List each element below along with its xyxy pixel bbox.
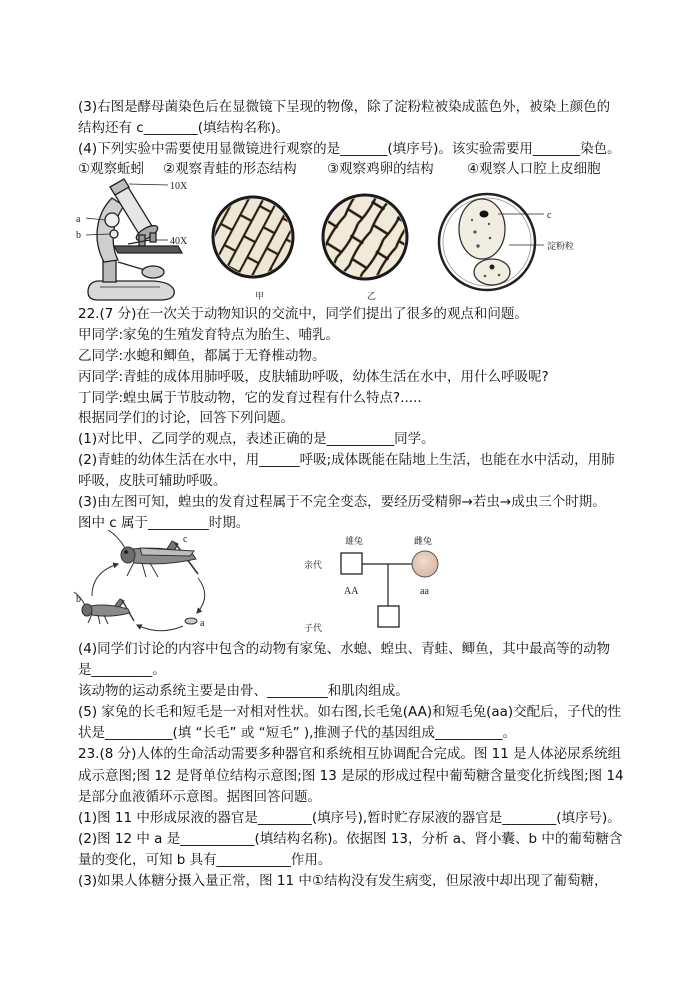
view-label-jia: 甲 bbox=[255, 292, 265, 302]
q22-cont-line-3: 该动物的运动系统主要是由骨、_________和肌肉组成。 bbox=[78, 683, 409, 700]
label-starch-granule: 淀粉粒 bbox=[547, 242, 575, 252]
option-1: ①观察蚯蚓 bbox=[78, 161, 145, 178]
option-2: ②观察青蛙的形态结构 bbox=[163, 161, 297, 178]
male-genotype: AA bbox=[344, 586, 359, 597]
q23-line-6: 量的变化，可知 b 具有___________作用。 bbox=[78, 851, 332, 868]
q22-cont-line-4: (5) 家兔的长毛和短毛是一对相对性状。如右图,长毛兔(AA)和短毛兔(aa)交配后，子代的性 bbox=[78, 704, 622, 721]
q22-line-5: 丁同学:蝗虫属于节肢动物，它的发育过程有什么特点?..... bbox=[78, 389, 422, 406]
q22-line-10: (3)由左图可知，蝗虫的发育过程属于不完全变态，要经历受精卵→若虫→成虫三个时期。 bbox=[78, 494, 606, 511]
q22-line-11: 图中 c 属于_________时期。 bbox=[78, 514, 250, 531]
q22-line-3: 乙同学:水螅和鲫鱼，都属于无脊椎动物。 bbox=[78, 347, 326, 364]
q22-line-4: 丙同学:青蛙的成体用肺呼吸，皮肤辅助呼吸，幼体生活在水中，用什么呼吸呢? bbox=[78, 368, 549, 385]
stage-label-c: c bbox=[183, 534, 188, 545]
q23-line-3: 是部分血液循环示意图。据图回答问题。 bbox=[78, 788, 321, 805]
microscope-mirror bbox=[142, 266, 164, 278]
q22-line-7: (1)对比甲、乙同学的观点，表述正确的是__________同学。 bbox=[78, 431, 435, 448]
yeast-view bbox=[439, 194, 574, 290]
coarse-focus-knob bbox=[105, 213, 119, 227]
microscope-drawing bbox=[76, 179, 188, 300]
label-a: a bbox=[76, 214, 81, 225]
female-parent-circle bbox=[412, 551, 438, 577]
female-genotype: aa bbox=[420, 586, 429, 597]
option-4: ④观察人口腔上皮细胞 bbox=[467, 161, 601, 178]
stage-label-b: b bbox=[76, 594, 81, 605]
question-22-23-block bbox=[78, 639, 678, 892]
offspring-square bbox=[378, 606, 399, 627]
yeast-nucleus bbox=[480, 211, 489, 218]
stage-label-a: a bbox=[200, 618, 205, 629]
microscope-stage bbox=[114, 246, 182, 253]
fine-focus-knob bbox=[110, 230, 118, 238]
nymph-grasshopper bbox=[74, 592, 134, 624]
q22-line-8: (2)青蛙的幼体生活在水中，用______呼吸;成体既能在陆地上生活，也能在水中活动，用肺 bbox=[78, 452, 615, 469]
yeast-cell-small bbox=[474, 259, 510, 285]
q23-line-5: (2)图 12 中 a 是___________(填结构名称)。依据图 13，分析 a、肾小囊、b 中的葡萄糖含 bbox=[78, 830, 623, 847]
objective-lens-2 bbox=[150, 233, 156, 242]
grasshopper-life-cycle bbox=[74, 530, 205, 631]
q21-line-3: (4)下列实验中需要使用显微镜进行观察的是_______(填序号)。该实验需要用_______染色。 bbox=[78, 140, 621, 157]
view-label-yi: 乙 bbox=[367, 292, 377, 302]
q22-line-2: 甲同学:家兔的生殖发育特点为胎生、哺乳。 bbox=[78, 326, 340, 343]
cell-view-yi bbox=[323, 195, 407, 302]
genetics-pedigree bbox=[304, 535, 438, 634]
q23-line-1: 23.(8 分)人体的生命活动需要多种器官和系统相互协调配合完成。图 11 是人体泌尿系统组 bbox=[78, 746, 622, 763]
cell-view-jia bbox=[213, 197, 293, 302]
q23-line-2: 成示意图;图 12 是肾单位结构示意图;图 13 是尿的形成过程中葡萄糖含量变化折线图;图 14 bbox=[78, 767, 624, 784]
label-b: b bbox=[76, 230, 81, 241]
arrow-adult-to-egg bbox=[197, 578, 205, 613]
male-rabbit-label: 雄兔 bbox=[345, 537, 364, 547]
question-22-block bbox=[78, 304, 678, 534]
eyepiece-magnification: 10X bbox=[170, 181, 188, 192]
q22-cont-line-2: 是_________。 bbox=[78, 662, 166, 679]
female-rabbit-label: 雌兔 bbox=[414, 537, 433, 547]
q23-line-7: (3)如果人体糖分摄入量正常，图 11 中①结构没有发生病变，但尿液中却出现了葡萄糖， bbox=[78, 873, 608, 890]
figure-grasshopper-and-genetics bbox=[0, 530, 695, 642]
q22-line-1: 22.(7 分)在一次关于动物知识的交流中，同学们提出了很多的观点和问题。 bbox=[78, 306, 528, 322]
q21-line-2: 结构还有 c________(填结构名称)。 bbox=[78, 119, 290, 136]
question-21-block bbox=[78, 97, 678, 180]
fertilized-egg bbox=[185, 618, 197, 624]
q23-line-4: (1)图 11 中形成尿液的器官是________(填序号),暂时贮存尿液的器官是________(填序号)。 bbox=[78, 809, 621, 826]
arrow-nymph-to-adult bbox=[92, 564, 118, 596]
yeast-cell-large bbox=[459, 199, 505, 259]
q22-line-6: 根据同学们的讨论，回答下列问题。 bbox=[78, 410, 294, 427]
offspring-generation-label: 子代 bbox=[304, 624, 323, 634]
objective-magnification: 40X bbox=[170, 236, 188, 247]
q21-line-1: (3)右图是酵母菌染色后在显微镜下呈现的物像，除了淀粉粒被染成蓝色外，被染上颜色的 bbox=[78, 99, 611, 115]
figure-microscope-and-cells bbox=[0, 172, 695, 308]
parent-generation-label: 亲代 bbox=[304, 561, 323, 571]
q22-line-9: 呼吸，皮肤可辅助呼吸。 bbox=[78, 473, 227, 490]
option-3: ③观察鸡卵的结构 bbox=[327, 161, 434, 178]
male-parent-square bbox=[341, 553, 362, 574]
q22-cont-line-5: 状是__________(填 “长毛” 或 “短毛” ),推测子代的基因组成__________。 bbox=[78, 725, 516, 742]
label-c: c bbox=[547, 210, 552, 221]
q22-cont-line-1: (4)同学们讨论的内容中包含的动物有家兔、水螅、蝗虫、青蛙、鲫鱼，其中最高等的动物 bbox=[78, 641, 611, 657]
microscope-base bbox=[88, 281, 174, 300]
arrow-egg-to-nymph bbox=[137, 625, 183, 631]
